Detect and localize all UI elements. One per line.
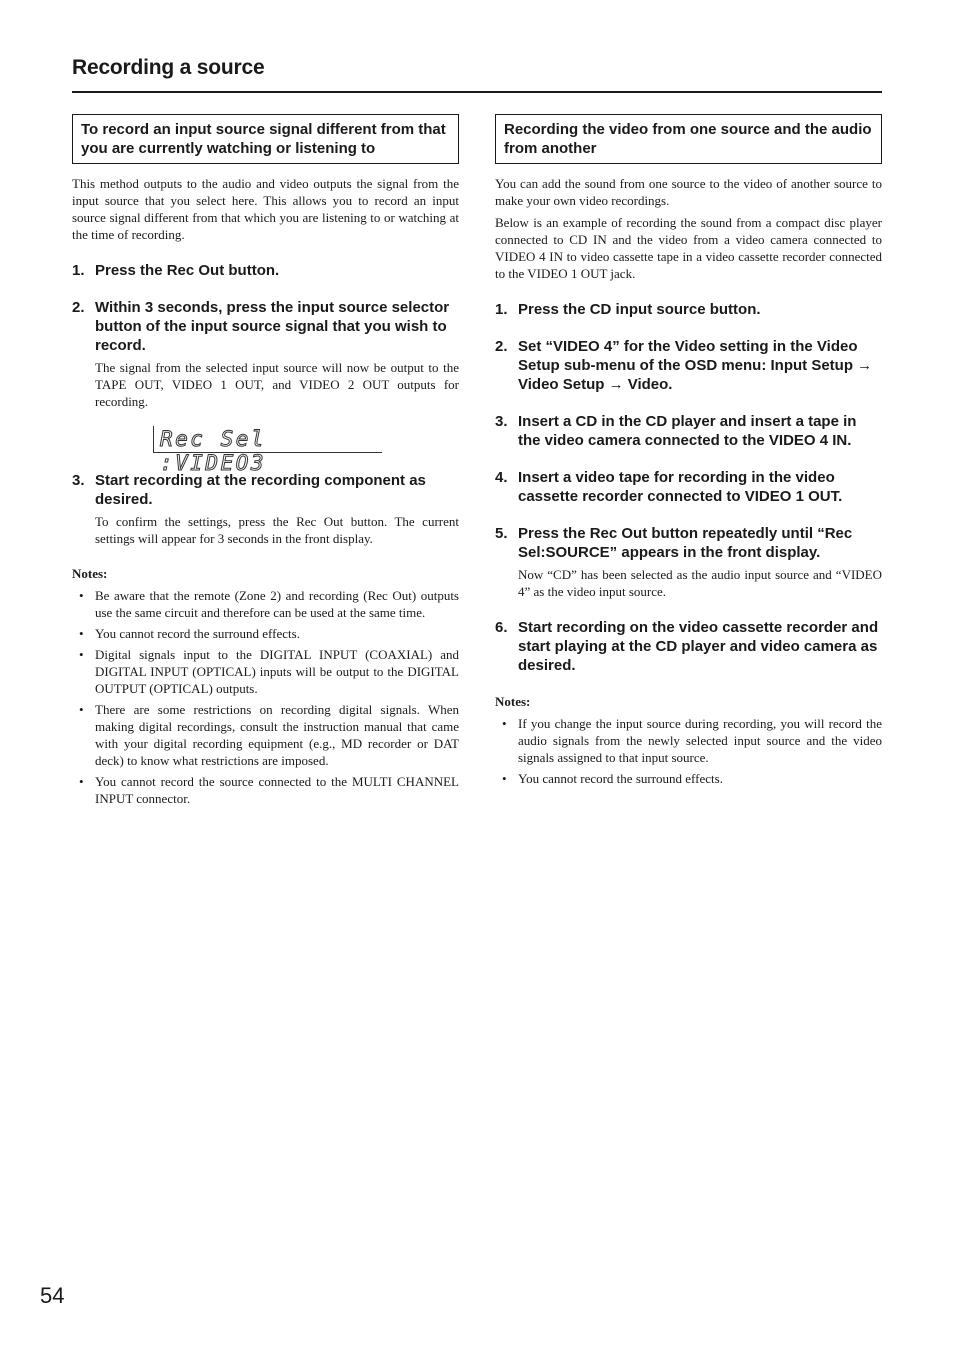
- step-number: 3.: [72, 472, 85, 489]
- steps-list: [72, 261, 459, 547]
- step-number: 3.: [495, 413, 508, 430]
- bullet-glyph: •: [502, 716, 507, 731]
- left-column: [72, 114, 459, 811]
- note-text: You cannot record the surround effects.: [518, 771, 723, 786]
- step-number: 6.: [495, 619, 508, 636]
- step-description: To confirm the settings, press the Rec Out button. The current settings will appear for 3 seconds in the front display.: [95, 514, 459, 546]
- note-item: [72, 587, 459, 621]
- bullet-glyph: •: [79, 774, 84, 789]
- step-item: [495, 337, 882, 394]
- step-item: [495, 618, 882, 675]
- notes-list: [72, 587, 459, 807]
- bullet-glyph: •: [79, 647, 84, 662]
- bullet-glyph: •: [79, 626, 84, 641]
- note-text: Digital signals input to the DIGITAL INPUT (COAXIAL) and DIGITAL INPUT (OPTICAL) inputs will be output to the DIGITAL OUTPUT (OPTICAL) outputs.: [95, 647, 459, 696]
- bullet-glyph: •: [79, 588, 84, 603]
- intro-paragraph: Below is an example of recording the sound from a compact disc player connected to CD IN and the video from a video camera connected to VIDEO 4 IN to video cassette tape in a video cassette recorder connected to the VIDEO 1 OUT jack.: [495, 215, 882, 281]
- step-item: [495, 524, 882, 600]
- note-item: [72, 646, 459, 697]
- note-text: You cannot record the surround effects.: [95, 626, 300, 641]
- page-number: 54: [40, 1283, 65, 1308]
- note-item: [72, 701, 459, 769]
- note-text: Be aware that the remote (Zone 2) and recording (Rec Out) outputs use the same circuit and therefore can be used at the same time.: [95, 588, 459, 620]
- step-number: 2.: [72, 299, 85, 316]
- step-number: 1.: [72, 262, 85, 279]
- step-text: Press the Rec Out button repeatedly until “Rec Sel:SOURCE” appears in the front display.: [518, 525, 853, 561]
- step-text: Press the CD input source button.: [518, 301, 761, 318]
- note-item: [72, 773, 459, 807]
- intro-paragraph: You can add the sound from one source to the video of another source to make your own video recordings.: [495, 176, 882, 208]
- step-description: Now “CD” has been selected as the audio input source and “VIDEO 4” as the video input source.: [518, 567, 882, 599]
- step-text: Start recording on the video cassette recorder and start playing at the CD player and video camera as desired.: [518, 619, 879, 674]
- step-item: [495, 300, 882, 319]
- step-number: 1.: [495, 301, 508, 318]
- note-text: You cannot record the source connected to the MULTI CHANNEL INPUT connector.: [95, 774, 459, 806]
- intro-paragraph: This method outputs to the audio and video outputs the signal from the input source that you select here. This allows you to record an input source signal different from that which you are listening to or watching at the time of recording.: [72, 176, 459, 242]
- step-text: Insert a CD in the CD player and insert a tape in the video camera connected to the VIDEO 4 IN.: [518, 413, 857, 449]
- step-text: Press the Rec Out button.: [95, 262, 280, 279]
- section-heading-right: Recording the video from one source and the audio from another: [495, 114, 882, 164]
- front-display-text: Rec Sel :VIDEO3: [160, 427, 267, 475]
- bullet-glyph: •: [79, 702, 84, 717]
- step-text: Insert a video tape for recording in the video cassette recorder connected to VIDEO 1 OUT.: [518, 469, 843, 505]
- note-text: There are some restrictions on recording digital signals. When making digital recordings, consult the instruction manual that came with your digital recording equipment (e.g., MD recorder or DAT deck) to know what restrictions are imposed.: [95, 702, 459, 768]
- step-description: The signal from the selected input source will now be output to the TAPE OUT, VIDEO 1 OUT, and VIDEO 2 OUT outputs for recording.: [95, 360, 459, 409]
- step-number: 2.: [495, 338, 508, 355]
- step-item: [72, 298, 459, 475]
- notes-list: [495, 715, 882, 787]
- notes-heading: Notes:: [72, 566, 108, 581]
- note-text: If you change the input source during recording, you will record the audio signals from the newly selected input source and the video signals assigned to that input source.: [518, 716, 882, 765]
- step-text: Within 3 seconds, press the input source selector button of the input source signal that you wish to record.: [95, 299, 450, 354]
- step-number: 5.: [495, 525, 508, 542]
- step-number: 4.: [495, 469, 508, 486]
- section-heading-left: To record an input source signal different from that you are currently watching or listening to: [72, 114, 459, 164]
- step-item: [72, 261, 459, 280]
- step-item: [72, 471, 459, 547]
- page-title: Recording a source: [72, 56, 265, 79]
- steps-list: [495, 300, 882, 675]
- right-column: [495, 114, 882, 791]
- notes-heading: Notes:: [495, 694, 531, 709]
- title-rule: [72, 91, 882, 93]
- step-text: Start recording at the recording component as desired.: [95, 472, 426, 508]
- note-item: [72, 625, 459, 642]
- step-text: Set “VIDEO 4” for the Video setting in the Video Setup sub-menu of the OSD menu: Input Setup → Video Setup → Video.: [518, 338, 873, 393]
- bullet-glyph: •: [502, 771, 507, 786]
- front-display-illustration: [153, 426, 382, 475]
- step-item: [495, 468, 882, 506]
- note-item: [495, 770, 882, 787]
- step-item: [495, 412, 882, 450]
- note-item: [495, 715, 882, 766]
